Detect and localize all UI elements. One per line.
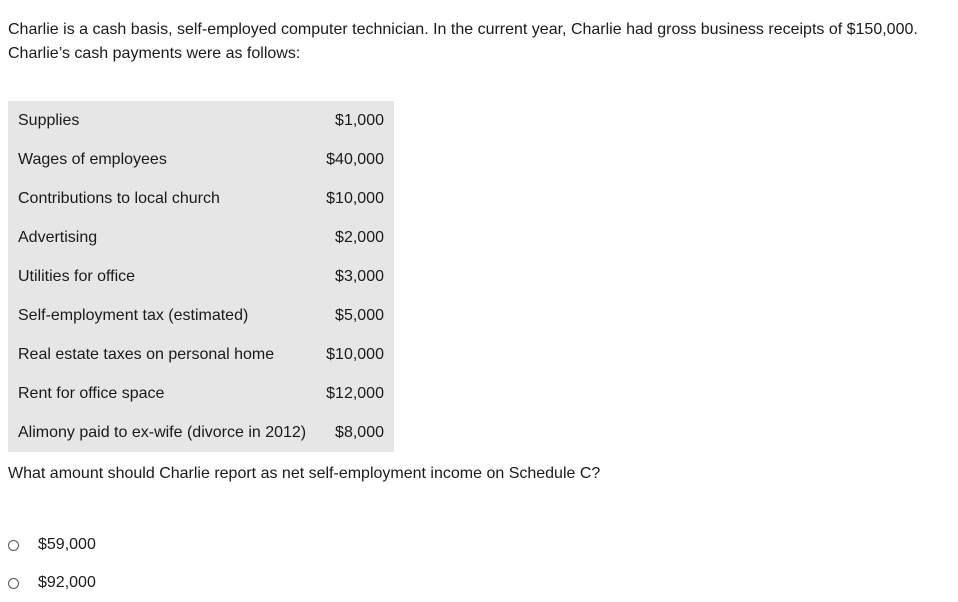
table-row <box>8 257 394 296</box>
payment-amount: $40,000 <box>326 150 384 168</box>
payment-label: Advertising <box>18 228 98 246</box>
payment-amount: $5,000 <box>335 306 384 324</box>
radio-button-icon[interactable] <box>8 578 19 589</box>
question-prompt: What amount should Charlie report as net self-employment income on Schedule C? <box>8 465 601 482</box>
payment-label: Supplies <box>18 111 80 129</box>
payment-amount: $10,000 <box>326 189 384 207</box>
intro-line-2: Charlie’s cash payments were as follows: <box>8 45 301 62</box>
question-intro <box>8 18 948 66</box>
table-row <box>8 374 394 413</box>
table-row <box>8 296 394 335</box>
payment-label: Self-employment tax (estimated) <box>18 306 249 324</box>
payment-amount: $8,000 <box>335 423 384 441</box>
intro-line-1: Charlie is a cash basis, self-employed computer technician. In the current year, Charlie had gross business receipts of $150,000. <box>8 21 918 38</box>
payment-label: Utilities for office <box>18 267 136 285</box>
payment-label: Real estate taxes on personal home <box>18 345 275 363</box>
payment-label: Contributions to local church <box>18 189 220 207</box>
answer-option-label[interactable]: $59,000 <box>38 536 96 553</box>
table-row <box>8 101 394 140</box>
payment-amount: $3,000 <box>335 267 384 285</box>
payment-amount: $2,000 <box>335 228 384 246</box>
answer-option-2[interactable] <box>6 564 96 602</box>
table-row <box>8 218 394 257</box>
table-row <box>8 140 394 179</box>
answer-options <box>6 526 96 602</box>
payment-label: Wages of employees <box>18 150 167 168</box>
payment-amount: $12,000 <box>326 384 384 402</box>
payment-amount: $10,000 <box>326 345 384 363</box>
payment-label: Alimony paid to ex-wife (divorce in 2012) <box>18 423 307 441</box>
payment-amount: $1,000 <box>335 111 384 129</box>
table-row <box>8 335 394 374</box>
cash-payments-table <box>8 101 394 452</box>
table-row <box>8 179 394 218</box>
answer-option-label[interactable]: $92,000 <box>38 574 96 591</box>
radio-button-icon[interactable] <box>8 540 19 551</box>
table-row <box>8 413 394 452</box>
payment-label: Rent for office space <box>18 384 165 402</box>
answer-option-1[interactable] <box>6 526 96 564</box>
